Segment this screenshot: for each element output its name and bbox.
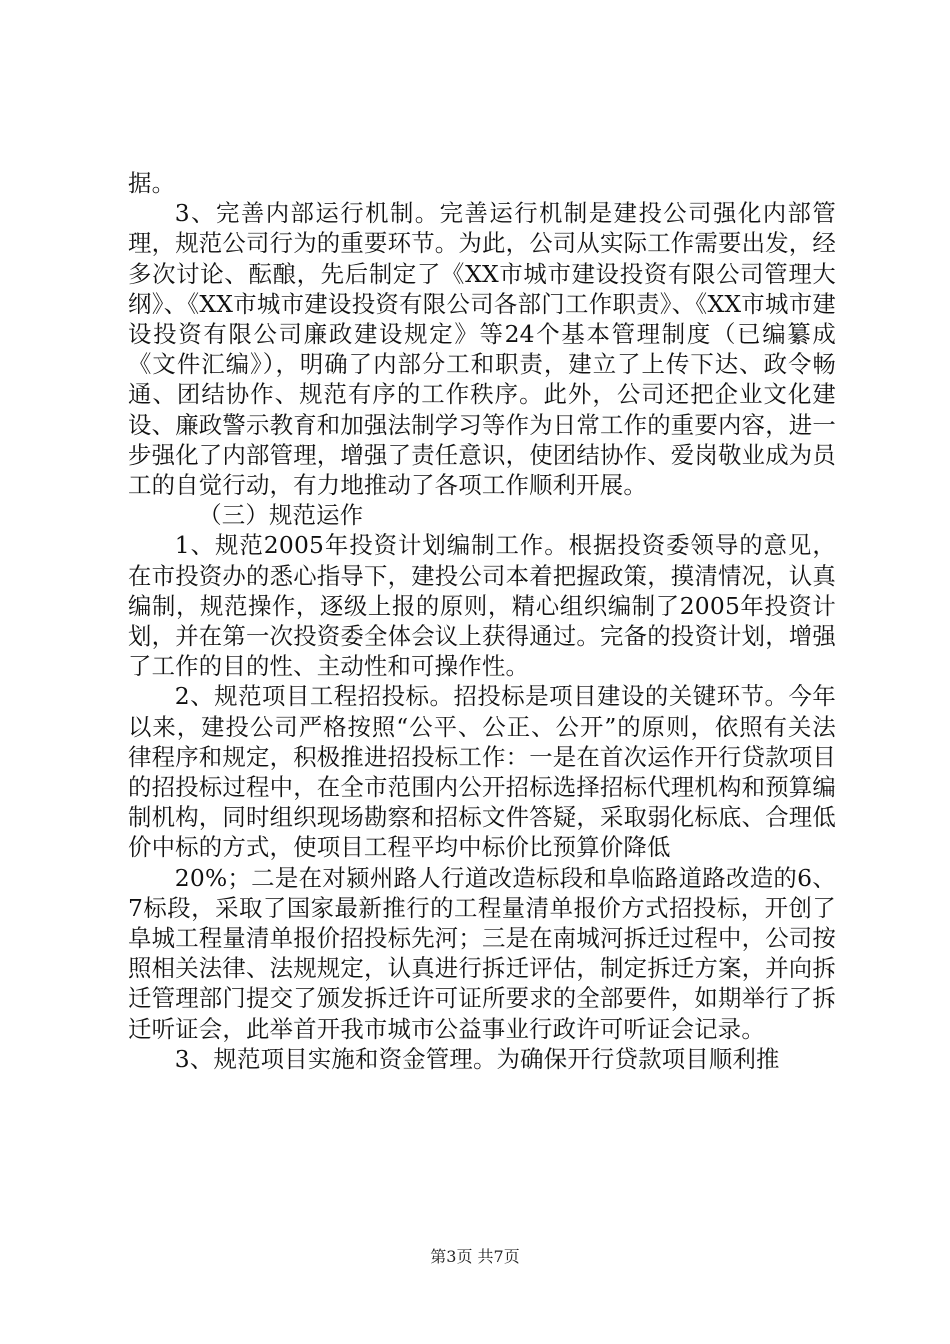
paragraph: 3、完善内部运行机制。完善运行机制是建投公司强化内部管理，规范公司行为的重要环节。为此，公司从实际工作需要出发，经多次讨论、酝酿，先后制定了《XX市城市建设投资有限公司管理大纲》、《XX市城市建设投资有限公司各部门工作职责》、《XX市城市建设投资有限公司廉政建设规定》等24个基本管理制度（已编纂成《文件汇编》），明确了内部分工和职责，建立了上传下达、政令畅通、团结协作、规范有序的工作秩序。此外，公司还把企业文化建设、廉政警示教育和加强法制学习等作为日常工作的重要内容，进一步强化了内部管理，增强了责任意识，使团结协作、爱岗敬业成为员工的自觉行动，有力地推动了各项工作顺利开展。 bbox=[128, 199, 836, 500]
paragraph: 3、规范项目实施和资金管理。为确保开行贷款项目顺利推 bbox=[174, 1044, 780, 1073]
page-number-label: 第3页 共7页 bbox=[430, 1247, 520, 1266]
paragraph: 1、规范2005年投资计划编制工作。根据投资委领导的意见，在市投资办的悉心指导下，建投公司本着把握政策，摸清情况，认真编制，规范操作，逐级上报的原则，精心组织编制了2005年投资计划，并在第一次投资委全体会议上获得通过。完备的投资计划，增强了工作的目的性、主动性和可操作性。 bbox=[128, 531, 836, 681]
paragraph: 据。 bbox=[128, 169, 176, 197]
paragraph: 2、规范项目工程招投标。招投标是项目建设的关键环节。今年以来，建投公司严格按照“公平、公正、公开”的原则，依照有关法律程序和规定，积极推进招投标工作：一是在首次运作开行贷款项目的招投标过程中，在全市范围内公开招标选择招标代理机构和预算编制机构，同时组织现场勘察和招标文件答疑，采取弱化标底、合理低价中标的方式，使项目工程平均中标价比预算价降低 bbox=[128, 682, 836, 862]
paragraph: 20%；二是在对颍州路人行道改造标段和阜临路道路改造的6、7标段，采取了国家最新推行的工程量清单报价方式招投标，开创了阜城工程量清单报价招投标先河；三是在南城河拆迁过程中，公司按照相关法律、法规规定，认真进行拆迁评估，制定拆迁方案，并向拆迁管理部门提交了颁发拆迁许可证所要求的全部要件，如期举行了拆迁听证会，此举首开我市城市公益事业行政许可听证会记录。 bbox=[128, 863, 836, 1043]
page-footer bbox=[0, 1247, 950, 1267]
document-body bbox=[128, 168, 836, 1074]
section-heading: （三）规范运作 bbox=[198, 501, 364, 530]
